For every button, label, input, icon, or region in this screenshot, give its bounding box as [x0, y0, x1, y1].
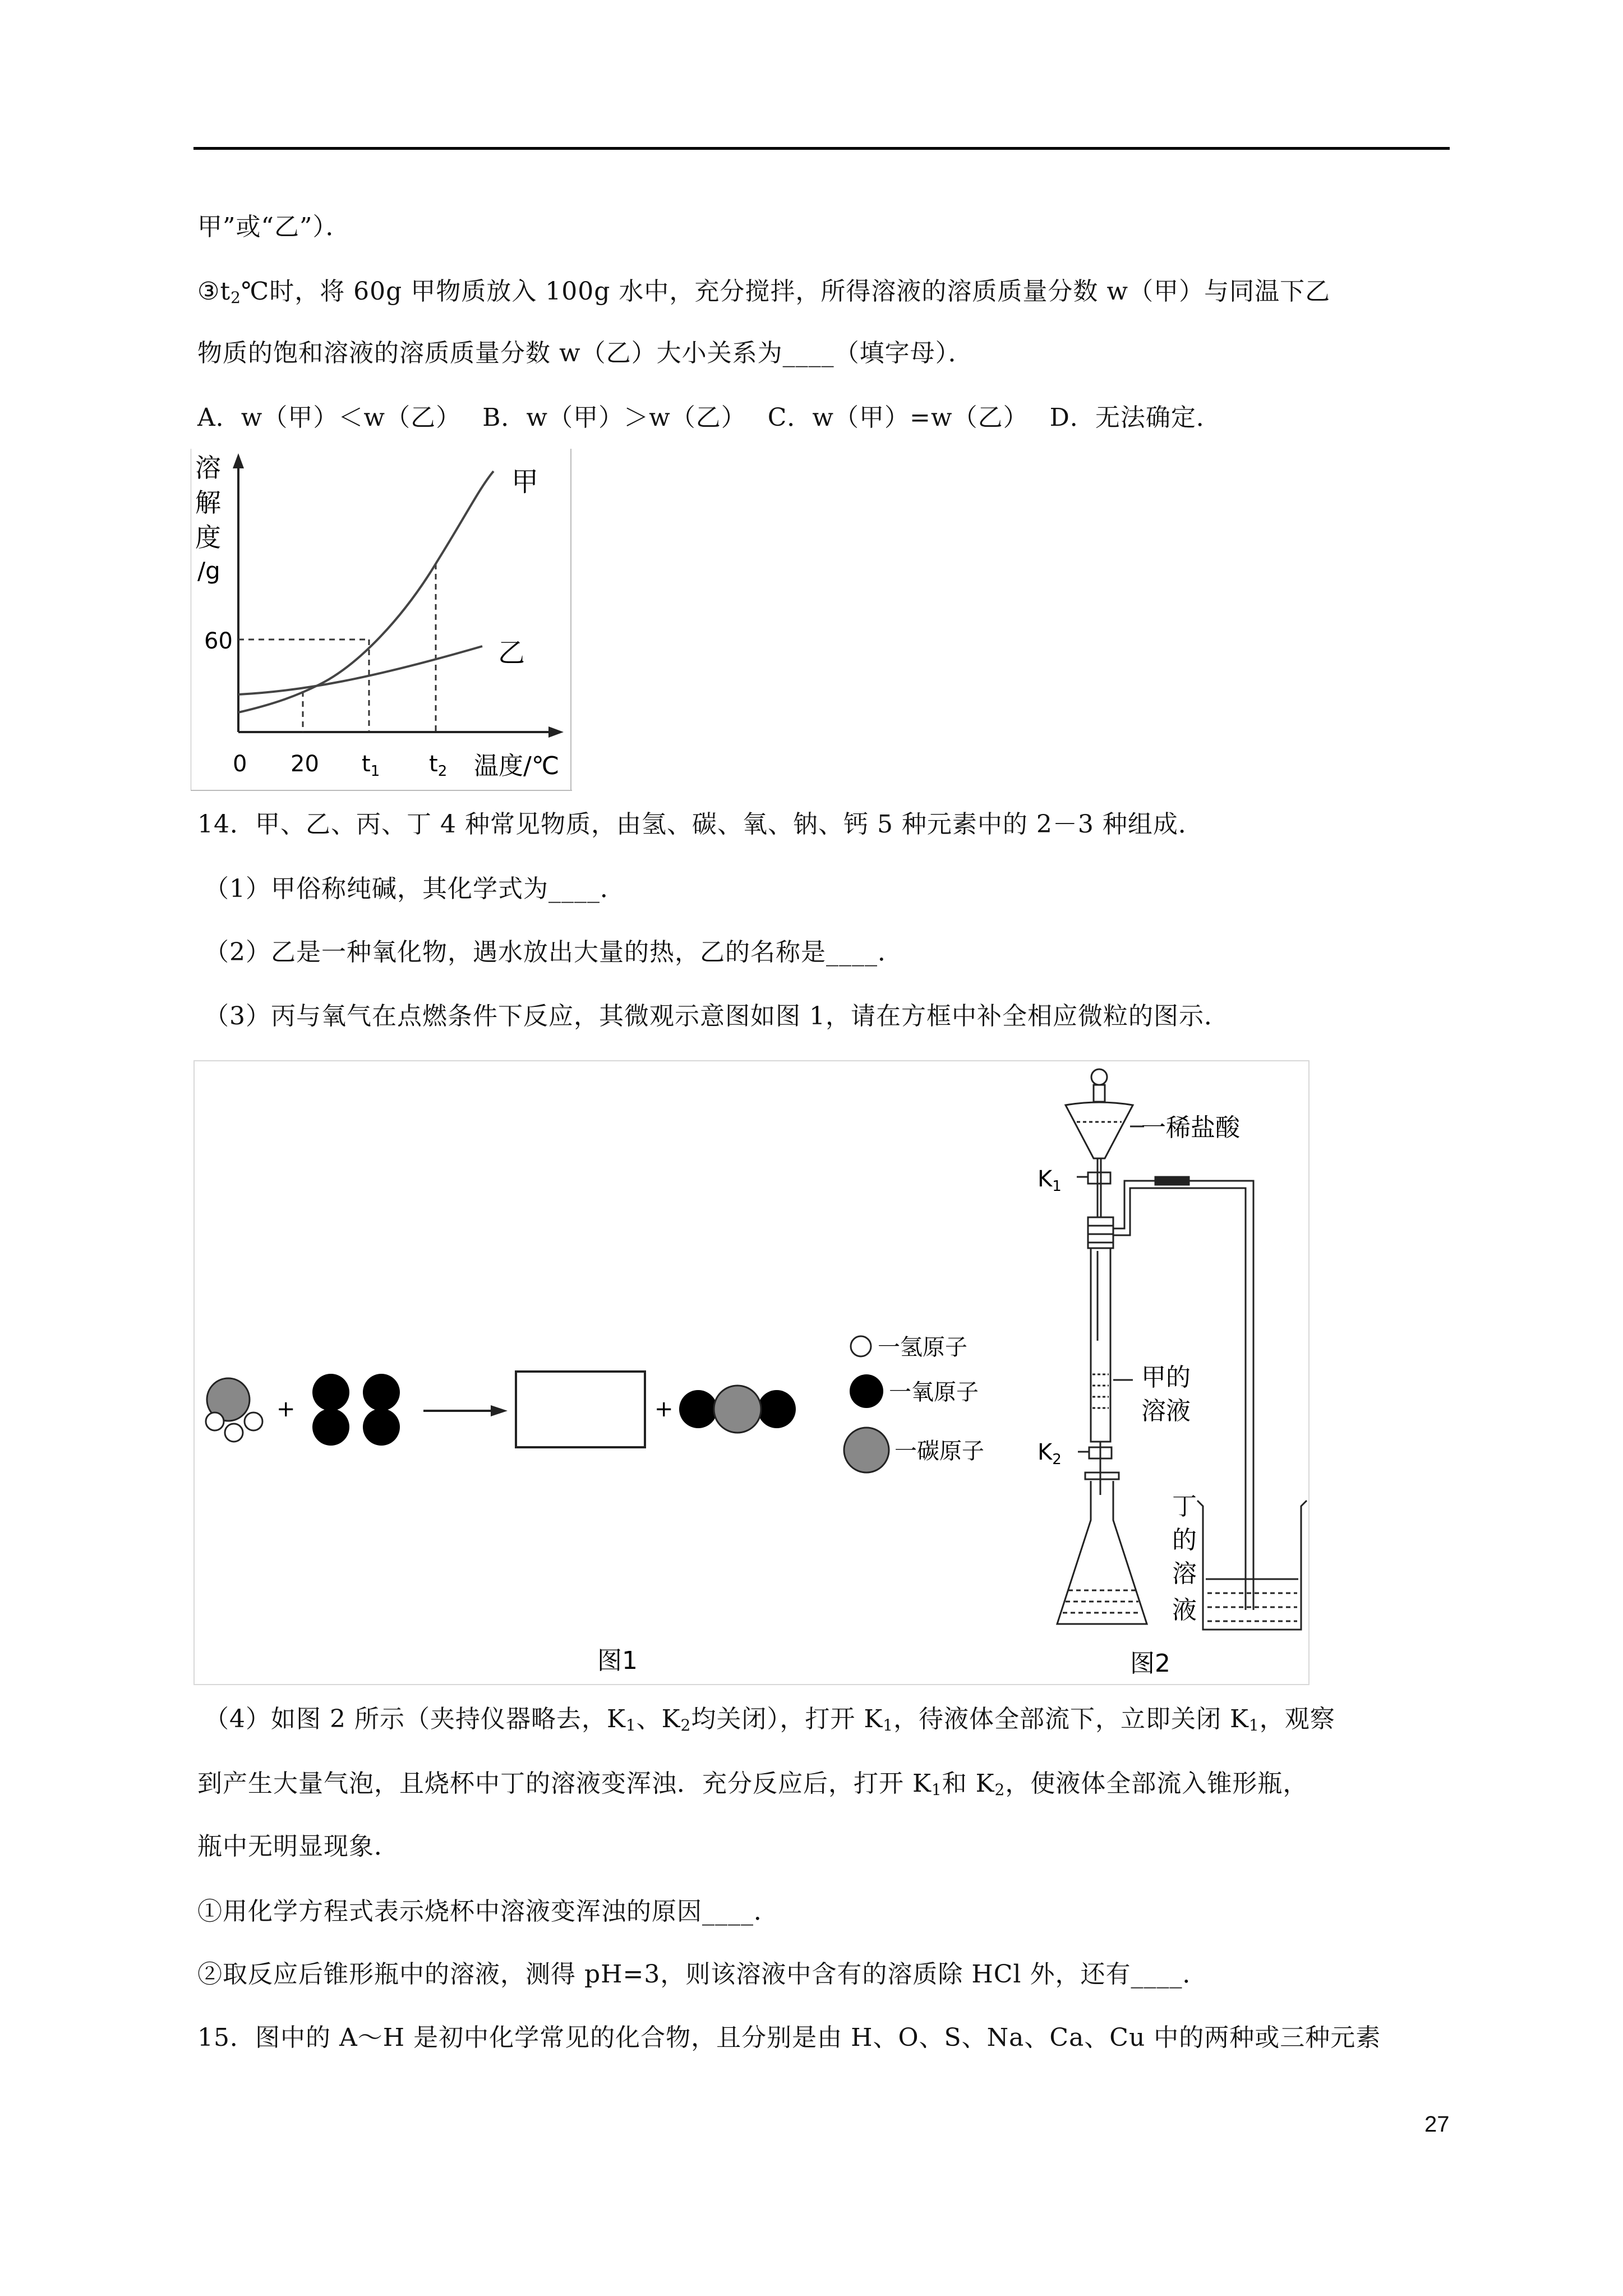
atom-legend — [844, 1335, 984, 1473]
text-line: 甲”或“乙”）． — [197, 213, 351, 241]
label-ding-1: 丁 — [1172, 1492, 1197, 1521]
y-label-2: 解 — [195, 487, 221, 518]
label-ding-3: 溶 — [1172, 1559, 1197, 1588]
x-tick-0: 0 — [233, 751, 247, 777]
series-label-jia: 甲 — [511, 466, 539, 498]
legend-oxygen: 一氧原子 — [889, 1379, 979, 1405]
figure-2-caption: 图2 — [1130, 1649, 1170, 1678]
label-k1: $K_1$ — [1038, 1166, 1062, 1195]
label-jia-solution-2: 溶液 — [1141, 1397, 1191, 1425]
y-label-1: 溶 — [195, 453, 221, 483]
plus-sign: + — [654, 1396, 674, 1422]
question-14-1: （1）甲俗称纯碱，其化学式为____． — [204, 875, 625, 903]
series-yi-curve — [238, 646, 482, 694]
question-14-3: （3）丙与氧气在点燃条件下反应，其微观示意图如图 1，请在方框中补全相应微粒的图示． — [204, 1002, 1229, 1030]
question-14-4-2: ②取反应后锥形瓶中的溶液，测得 pH=3，则该溶液中含有的溶质除 HCl 外，还有____． — [197, 1960, 1208, 1989]
legend-carbon: 一碳原子 — [895, 1438, 984, 1464]
question-14-4: （4）如图 2 所示（夹持仪器略去，$K_1$、$K_2$均关闭），打开 $K_1$，待液体全部流下，立即关闭 $K_1$，观察 — [204, 1705, 1335, 1734]
figure-1-caption: 图1 — [597, 1646, 638, 1675]
solubility-chart — [191, 449, 572, 791]
blank-box — [516, 1372, 645, 1447]
text-line: 瓶中无明显现象． — [197, 1832, 399, 1861]
x-tick-t2: $t_2$ — [429, 751, 448, 780]
label-ding-2: 的 — [1172, 1526, 1197, 1554]
y-label-4: /g — [197, 557, 220, 585]
x-tick-20: 20 — [291, 751, 319, 777]
answer-options: A．w（甲）＜w（乙） B．w（甲）＞w（乙） C．w（甲）=w（乙） D．无法确定． — [197, 403, 1221, 432]
x-axis-label: 温度/℃ — [474, 752, 560, 780]
y-tick-60: 60 — [204, 628, 233, 654]
header-rule — [193, 147, 1450, 150]
question-14-4-1: ①用化学方程式表示烧杯中溶液变浑浊的原因____． — [197, 1897, 779, 1926]
question-15: 15．图中的 A～H 是初中化学常见的化合物，且分别是由 H、O、S、Na、Ca、Cu 中的两种或三种元素 — [197, 2023, 1381, 2052]
legend-hydrogen: 一氢原子 — [878, 1335, 967, 1360]
page-number: 27 — [1424, 2112, 1450, 2137]
label-hydrochloric-acid: 一稀盐酸 — [1141, 1114, 1240, 1142]
molecule-oxygen-pair — [312, 1374, 400, 1446]
question-14: 14．甲、乙、丙、丁 4 种常见物质，由氢、碳、氧、钠、钙 5 种元素中的 2－3 种组成． — [197, 810, 1204, 839]
label-ding-4: 液 — [1172, 1596, 1197, 1625]
question-14-2: （2）乙是一种氧化物，遇水放出大量的热，乙的名称是____． — [204, 938, 903, 967]
label-k2: $K_2$ — [1038, 1439, 1062, 1468]
plus-sign: + — [276, 1396, 296, 1422]
text-line: 到产生大量气泡，且烧杯中丁的溶液变浑浊．充分反应后，打开 $K_1$和 $K_2$，使液体全部流入锥形瓶， — [197, 1769, 1308, 1799]
label-jia-solution-1: 甲的 — [1141, 1363, 1191, 1392]
molecule-methane — [206, 1378, 262, 1442]
x-tick-t1: $t_1$ — [362, 751, 380, 780]
figure-1-2 — [193, 1060, 1310, 1686]
molecule-co2 — [679, 1386, 796, 1433]
series-label-yi: 乙 — [498, 637, 525, 669]
y-label-3: 度 — [195, 522, 221, 553]
question-13-part3: $③t_2℃$时，将 60g 甲物质放入 100g 水中，充分搅拌，所得溶液的溶质质量分数 w（甲）与同温下乙 — [197, 277, 1331, 307]
text-line: 物质的饱和溶液的溶质质量分数 w（乙）大小关系为____（填字母）． — [197, 339, 974, 367]
